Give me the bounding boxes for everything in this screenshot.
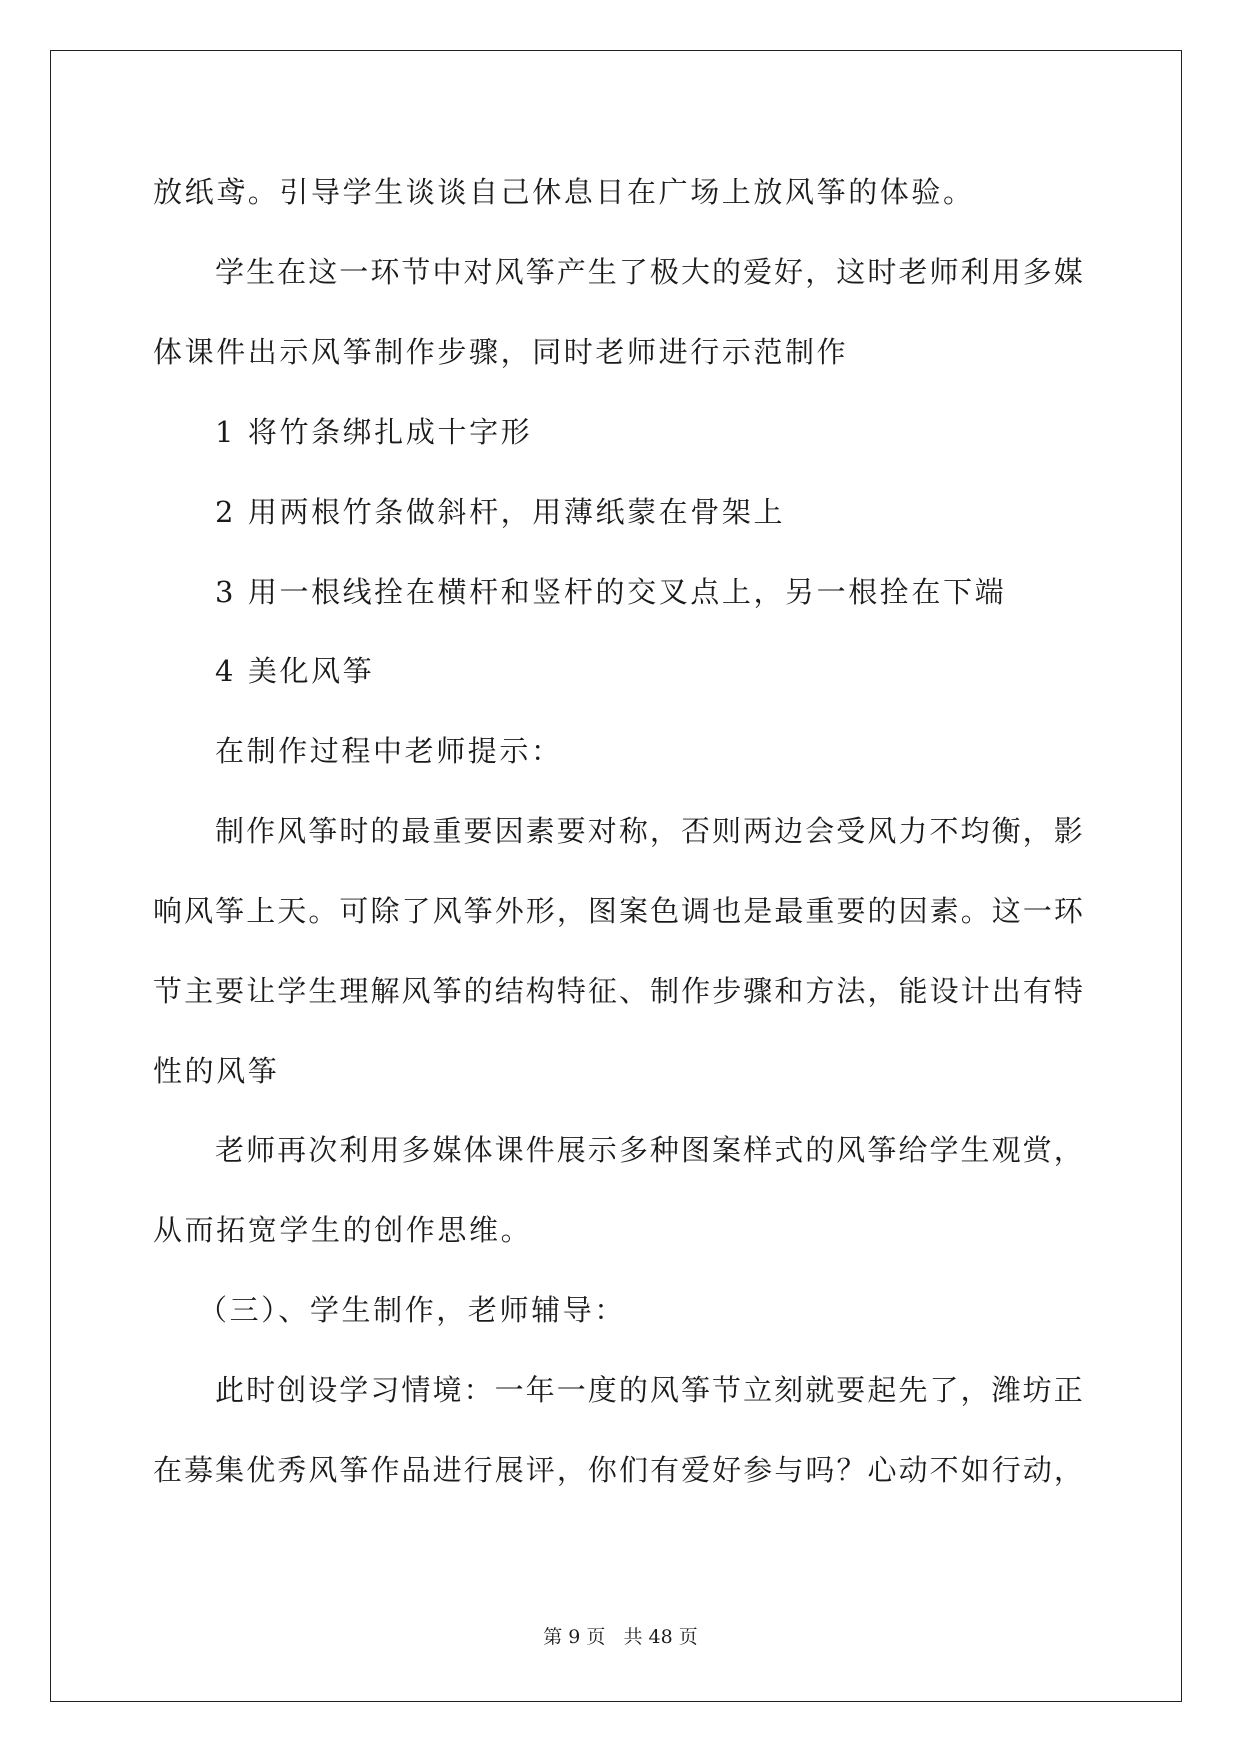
text-line-14: 从而拓宽学生的创作思维。 [153, 1213, 533, 1247]
text-line-6: 3 用一根线拴在横杆和竖杆的交叉点上，另一根拴在下端 [215, 575, 1007, 609]
text-line-4: 1 将竹条绑扎成十字形 [215, 415, 533, 449]
text-line-10: 响风筝上天。可除了风筝外形，图案色调也是最重要的因素。这一环 [153, 894, 1086, 928]
text-line-8: 在制作过程中老师提示： [215, 734, 563, 768]
text-line-5: 2 用两根竹条做斜杆，用薄纸蒙在骨架上 [215, 495, 786, 529]
text-line-1: 放纸鸢。引导学生谈谈自己休息日在广场上放风筝的体验。 [153, 175, 975, 209]
text-line-12: 性的风筝 [153, 1054, 280, 1088]
page-footer: 第 9 页 共 48 页 [543, 1626, 698, 1648]
text-line-13: 老师再次利用多媒体课件展示多种图案样式的风筝给学生观赏， [215, 1133, 1085, 1167]
text-line-16: 此时创设学习情境：一年一度的风筝节立刻就要起先了，潍坊正 [215, 1373, 1085, 1407]
text-line-7: 4 美化风筝 [215, 654, 375, 688]
text-line-17: 在募集优秀风筝作品进行展评，你们有爱好参与吗？心动不如行动， [153, 1453, 1086, 1487]
text-line-2: 学生在这一环节中对风筝产生了极大的爱好，这时老师利用多媒 [215, 255, 1085, 289]
text-line-11: 节主要让学生理解风筝的结构特征、制作步骤和方法，能设计出有特 [153, 974, 1086, 1008]
text-line-3: 体课件出示风筝制作步骤，同时老师进行示范制作 [153, 335, 849, 369]
text-line-9: 制作风筝时的最重要因素要对称，否则两边会受风力不均衡，影 [215, 814, 1085, 848]
text-line-15: （三）、学生制作，老师辅导： [198, 1293, 626, 1327]
